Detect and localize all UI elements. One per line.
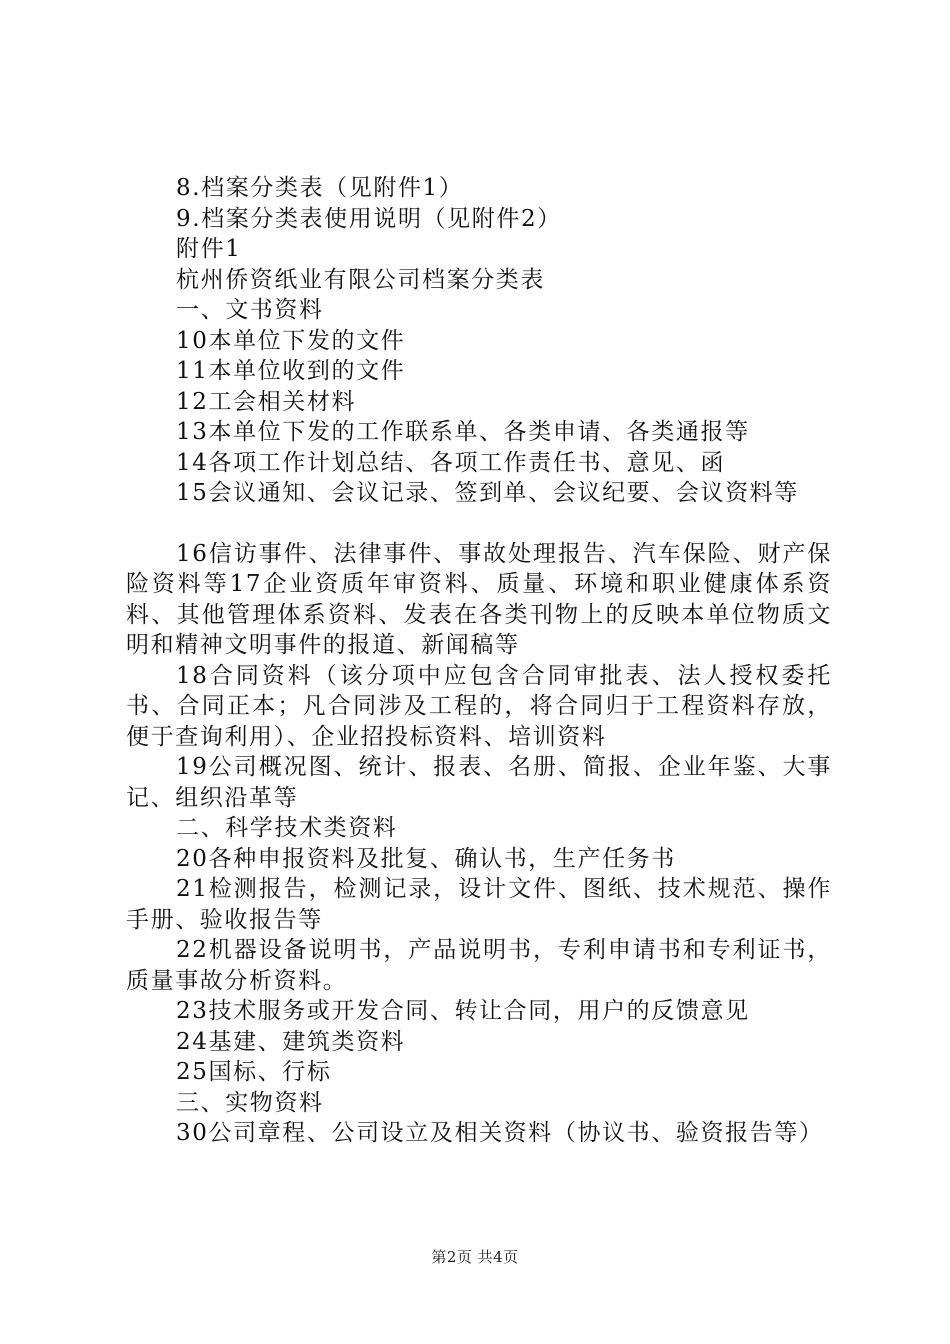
section-heading: 三、实物资料 <box>176 1089 324 1116</box>
text-line: 14各项工作计划总结、各项工作责任书、意见、函 <box>176 449 726 476</box>
paragraph: 23技术服务或开发合同、转让合同，用户的反馈意见 <box>176 998 750 1024</box>
paragraph: 18合同资料（该分项中应包含合同审批表、法人授权委托书、合同正本；凡合同涉及工程的，将合同归于工程资料存放，便于查询利用）、企业招投标资料、培训资料 <box>126 662 832 750</box>
paragraph: 21检测报告，检测记录，设计文件、图纸、技术规范、操作手册、验收报告等 <box>126 876 832 933</box>
text-line: 9.档案分类表使用说明（见附件2） <box>176 205 562 232</box>
text-line: 附件1 <box>176 236 242 262</box>
text-line: 10本单位下发的文件 <box>176 327 406 354</box>
paragraph: 19公司概况图、统计、报表、名册、简报、企业年鉴、大事记、组织沿革等 <box>126 754 832 811</box>
section-heading: 二、科学技术类资料 <box>176 815 398 841</box>
page-footer: 第2页 共4页 <box>431 1248 519 1266</box>
paragraph: 22机器设备说明书，产品说明书，专利申请书和专利证书，质量事故分析资料。 <box>126 937 832 994</box>
paragraph: 20各种申报资料及批复、确认书，生产任务书 <box>176 845 676 872</box>
paragraph: 16信访事件、法律事件、事故处理报告、汽车保险、财产保险资料等17企业资质年审资料、质量、环境和职业健康体系资料、其他管理体系资料、发表在各类刊物上的反映本单位物质文明和精神文明事件的报道、新闻稿等 <box>126 540 832 658</box>
text-line: 13本单位下发的工作联系单、各类申请、各类通报等 <box>176 419 750 445</box>
paragraph: 24基建、建筑类资料 <box>176 1028 406 1055</box>
section-heading: 一、文书资料 <box>176 297 324 323</box>
text-line: 8.档案分类表（见附件1） <box>176 175 464 201</box>
paragraph: 25国标、行标 <box>176 1059 332 1085</box>
paragraph: 30公司章程、公司设立及相关资料（协议书、验资报告等） <box>176 1120 824 1146</box>
document-title: 杭州侨资纸业有限公司档案分类表 <box>176 266 545 293</box>
text-line: 15会议通知、会议记录、签到单、会议纪要、会议资料等 <box>176 480 799 506</box>
text-line: 12工会相关材料 <box>176 388 357 415</box>
document-body <box>126 173 832 1149</box>
text-line: 11本单位收到的文件 <box>176 358 406 384</box>
